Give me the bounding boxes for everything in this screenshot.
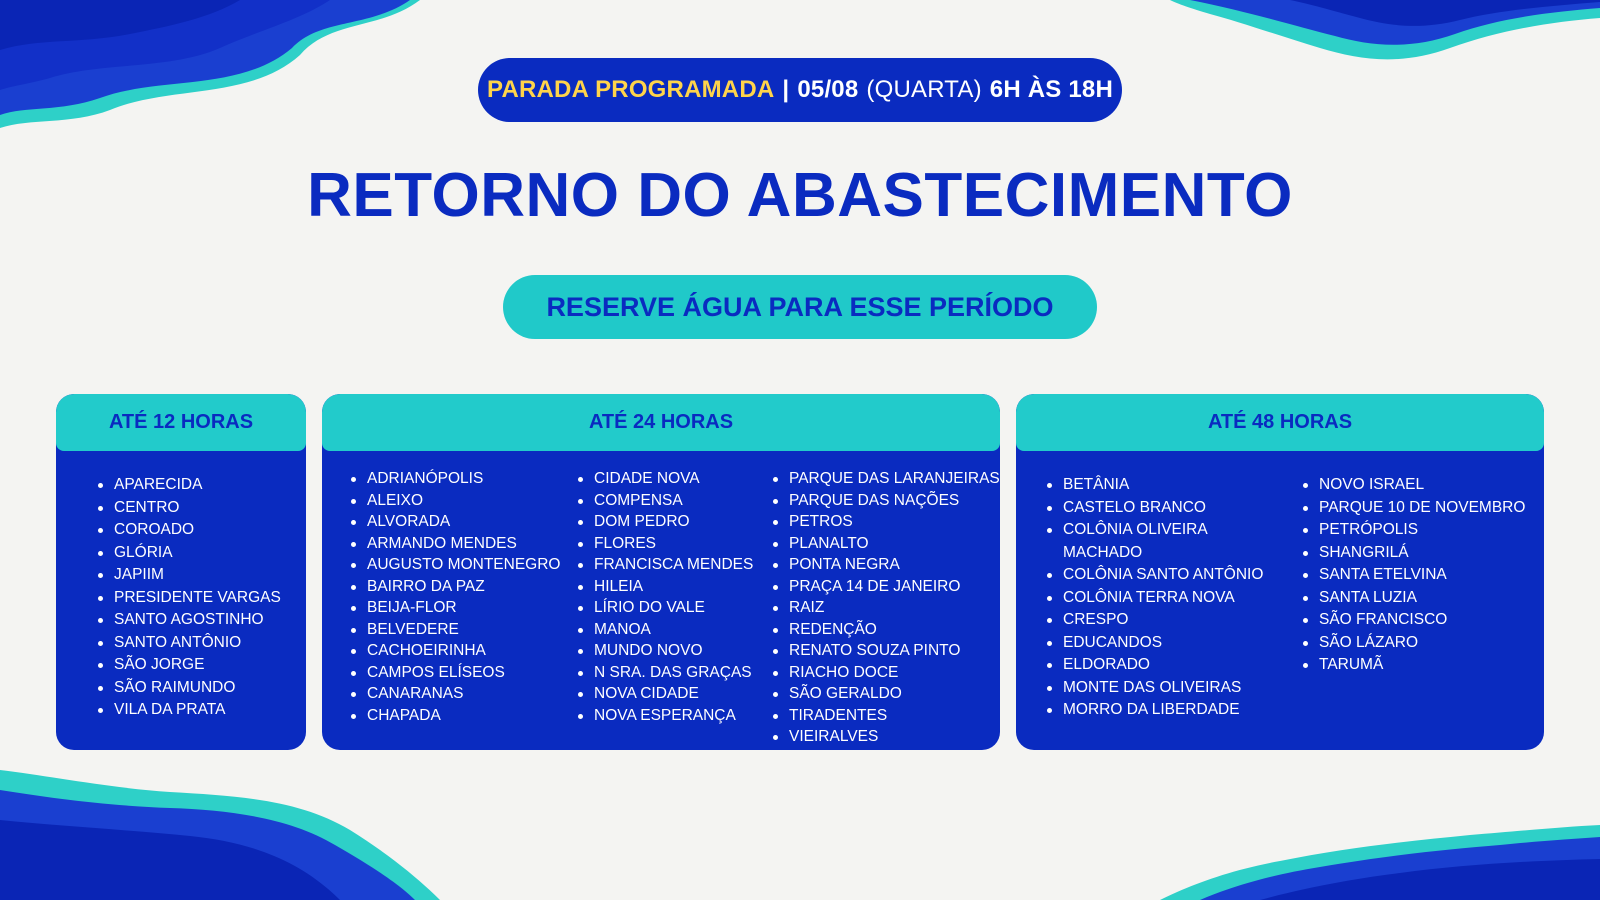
schedule-label: PARADA PROGRAMADA: [487, 76, 775, 103]
neighborhood-item: MONTE DAS OLIVEIRAS: [1045, 677, 1278, 700]
group-card-24h: [322, 394, 1000, 750]
schedule-separator: |: [782, 76, 790, 103]
wave-decoration-bottom-left: [0, 770, 440, 900]
wave-decoration-bottom-right: [1160, 825, 1600, 900]
neighborhood-item: MUNDO NOVO: [576, 640, 753, 662]
neighborhood-item: COLÔNIA TERRA NOVA: [1045, 587, 1278, 610]
schedule-hours: 6H ÀS 18H: [989, 76, 1113, 103]
neighborhood-item: SÃO LÁZARO: [1301, 632, 1534, 655]
neighborhood-list: [1045, 474, 1278, 722]
neighborhood-item: PETROS: [771, 511, 1000, 533]
neighborhood-item: RENATO SOUZA PINTO: [771, 640, 1000, 662]
neighborhood-item: APARECIDA: [96, 474, 281, 497]
neighborhood-item: DOM PEDRO: [576, 511, 753, 533]
neighborhood-item: CANARANAS: [349, 683, 560, 705]
neighborhood-list: [576, 468, 753, 726]
neighborhood-list-12h: [96, 474, 281, 722]
schedule-weekday: (QUARTA): [866, 76, 982, 103]
neighborhood-item: ARMANDO MENDES: [349, 533, 560, 555]
reserve-water-notice: RESERVE ÁGUA PARA ESSE PERÍODO: [503, 275, 1097, 339]
page-title: RETORNO DO ABASTECIMENTO: [307, 161, 1293, 230]
neighborhood-item: VILA DA PRATA: [96, 699, 281, 722]
neighborhood-item: FRANCISCA MENDES: [576, 554, 753, 576]
neighborhood-item: LÍRIO DO VALE: [576, 597, 753, 619]
neighborhood-item: TARUMÃ: [1301, 654, 1534, 677]
schedule-banner: [478, 58, 1122, 122]
neighborhood-item: PONTA NEGRA: [771, 554, 1000, 576]
neighborhood-list-24h-col3: [771, 468, 1000, 748]
neighborhood-item: COLÔNIA SANTO ANTÔNIO: [1045, 564, 1278, 587]
neighborhood-item: PARQUE DAS NAÇÕES: [771, 490, 1000, 512]
neighborhood-item: CENTRO: [96, 497, 281, 520]
neighborhood-item: PETRÓPOLIS: [1301, 519, 1534, 542]
neighborhood-item: SÃO RAIMUNDO: [96, 677, 281, 700]
group-title-12h: ATÉ 12 HORAS: [56, 394, 306, 451]
neighborhood-item: SANTA ETELVINA: [1301, 564, 1534, 587]
neighborhood-item: JAPIIM: [96, 564, 281, 587]
neighborhood-item: PARQUE DAS LARANJEIRAS: [771, 468, 1000, 490]
neighborhood-list: [349, 468, 560, 726]
neighborhood-item: MANOA: [576, 619, 753, 641]
neighborhood-item: PARQUE 10 DE NOVEMBRO: [1301, 497, 1534, 520]
neighborhood-item: COLÔNIA OLIVEIRA MACHADO: [1045, 519, 1278, 564]
neighborhood-item: MORRO DA LIBERDADE: [1045, 699, 1278, 722]
neighborhood-list-24h-col2: [576, 468, 753, 726]
neighborhood-item: REDENÇÃO: [771, 619, 1000, 641]
neighborhood-list: [96, 474, 281, 722]
neighborhood-item: CACHOEIRINHA: [349, 640, 560, 662]
neighborhood-list-48h-col2: [1301, 474, 1534, 677]
neighborhood-item: CIDADE NOVA: [576, 468, 753, 490]
neighborhood-item: CHAPADA: [349, 705, 560, 727]
neighborhood-item: TIRADENTES: [771, 705, 1000, 727]
neighborhood-item: PLANALTO: [771, 533, 1000, 555]
neighborhood-item: PRESIDENTE VARGAS: [96, 587, 281, 610]
neighborhood-item: BEIJA-FLOR: [349, 597, 560, 619]
neighborhood-item: SANTO AGOSTINHO: [96, 609, 281, 632]
neighborhood-list-48h-col1: [1045, 474, 1278, 722]
neighborhood-item: CASTELO BRANCO: [1045, 497, 1278, 520]
neighborhood-item: RIACHO DOCE: [771, 662, 1000, 684]
neighborhood-item: ALEIXO: [349, 490, 560, 512]
neighborhood-item: FLORES: [576, 533, 753, 555]
neighborhood-item: CAMPOS ELÍSEOS: [349, 662, 560, 684]
neighborhood-item: NOVA CIDADE: [576, 683, 753, 705]
neighborhood-item: SHANGRILÁ: [1301, 542, 1534, 565]
neighborhood-item: HILEIA: [576, 576, 753, 598]
group-card-12h: [56, 394, 306, 750]
neighborhood-item: EDUCANDOS: [1045, 632, 1278, 655]
neighborhood-item: N SRA. DAS GRAÇAS: [576, 662, 753, 684]
neighborhood-item: NOVO ISRAEL: [1301, 474, 1534, 497]
neighborhood-item: ELDORADO: [1045, 654, 1278, 677]
group-title-48h: ATÉ 48 HORAS: [1016, 394, 1544, 451]
wave-decoration-top-right: [1170, 0, 1600, 70]
group-title-24h: ATÉ 24 HORAS: [322, 394, 1000, 451]
neighborhood-item: VIEIRALVES: [771, 726, 1000, 748]
schedule-date: 05/08: [797, 76, 859, 103]
neighborhood-item: SANTO ANTÔNIO: [96, 632, 281, 655]
neighborhood-list: [771, 468, 1000, 748]
neighborhood-item: SANTA LUZIA: [1301, 587, 1534, 610]
neighborhood-item: GLÓRIA: [96, 542, 281, 565]
neighborhood-item: PRAÇA 14 DE JANEIRO: [771, 576, 1000, 598]
neighborhood-item: ADRIANÓPOLIS: [349, 468, 560, 490]
neighborhood-item: SÃO JORGE: [96, 654, 281, 677]
neighborhood-list: [1301, 474, 1534, 677]
neighborhood-item: BELVEDERE: [349, 619, 560, 641]
neighborhood-item: COMPENSA: [576, 490, 753, 512]
group-card-48h: [1016, 394, 1544, 750]
neighborhood-item: BAIRRO DA PAZ: [349, 576, 560, 598]
neighborhood-item: AUGUSTO MONTENEGRO: [349, 554, 560, 576]
neighborhood-list-24h-col1: [349, 468, 560, 726]
neighborhood-item: CRESPO: [1045, 609, 1278, 632]
neighborhood-item: NOVA ESPERANÇA: [576, 705, 753, 727]
neighborhood-item: SÃO GERALDO: [771, 683, 1000, 705]
neighborhood-item: COROADO: [96, 519, 281, 542]
neighborhood-item: ALVORADA: [349, 511, 560, 533]
neighborhood-item: RAIZ: [771, 597, 1000, 619]
neighborhood-item: SÃO FRANCISCO: [1301, 609, 1534, 632]
wave-decoration-top-left: [0, 0, 420, 135]
neighborhood-item: BETÂNIA: [1045, 474, 1278, 497]
